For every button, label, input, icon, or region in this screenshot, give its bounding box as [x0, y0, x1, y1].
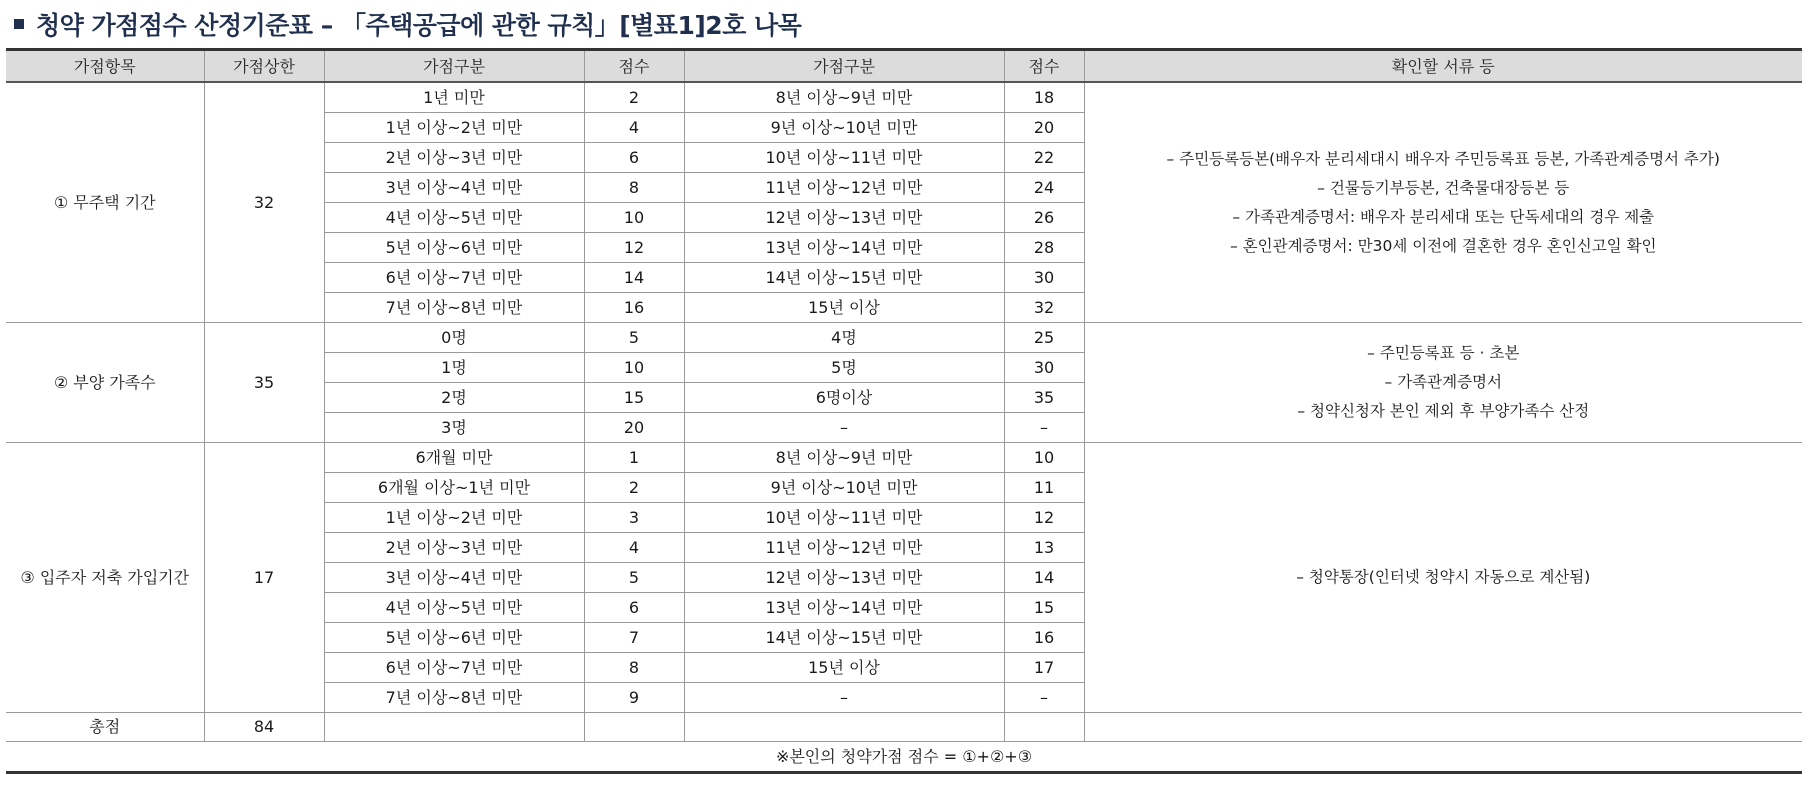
criterion-left: 6개월 미만 [324, 443, 584, 473]
document-item: – 건물등기부등본, 건축물대장등본 등 [1089, 174, 1799, 203]
points-right: 11 [1004, 473, 1084, 503]
empty-cell [1004, 713, 1084, 742]
header-cell: 확인할 서류 등 [1084, 50, 1802, 83]
points-left: 4 [584, 533, 684, 563]
points-right: 30 [1004, 353, 1084, 383]
criterion-left: 2명 [324, 383, 584, 413]
document-item: – 청약신청자 본인 제외 후 부양가족수 산정 [1089, 397, 1799, 426]
empty-cell [584, 713, 684, 742]
total-row [6, 713, 1802, 742]
criterion-left: 2년 이상~3년 미만 [324, 143, 584, 173]
criterion-right: 9년 이상~10년 미만 [684, 113, 1004, 143]
criterion-right: 11년 이상~12년 미만 [684, 533, 1004, 563]
points-right: 12 [1004, 503, 1084, 533]
score-cap: 17 [204, 443, 324, 713]
criterion-left: 6년 이상~7년 미만 [324, 653, 584, 683]
required-documents [1084, 82, 1802, 323]
documents-list [1089, 339, 1799, 426]
document-item: – 가족관계증명서: 배우자 분리세대 또는 단독세대의 경우 제출 [1089, 203, 1799, 232]
criterion-left: 1년 이상~2년 미만 [324, 503, 584, 533]
required-documents [1084, 323, 1802, 443]
criterion-left: 3년 이상~4년 미만 [324, 173, 584, 203]
points-right: 10 [1004, 443, 1084, 473]
criterion-left: 7년 이상~8년 미만 [324, 683, 584, 713]
criterion-left: 3년 이상~4년 미만 [324, 563, 584, 593]
document-item: – 혼인관계증명서: 만30세 이전에 결혼한 경우 혼인신고일 확인 [1089, 232, 1799, 261]
document-item: – 주민등록표 등 · 초본 [1089, 339, 1799, 368]
formula-note: ※본인의 청약가점 점수 = ①+②+③ [6, 742, 1802, 773]
criterion-left: 1년 미만 [324, 82, 584, 113]
document-item: – 청약통장(인터넷 청약시 자동으로 계산됨) [1089, 563, 1799, 592]
criterion-right: 10년 이상~11년 미만 [684, 503, 1004, 533]
documents-list [1089, 145, 1799, 261]
document-item: – 가족관계증명서 [1089, 368, 1799, 397]
points-right: 28 [1004, 233, 1084, 263]
points-left: 7 [584, 623, 684, 653]
criterion-right: 8년 이상~9년 미만 [684, 82, 1004, 113]
points-left: 6 [584, 143, 684, 173]
criterion-right: 5명 [684, 353, 1004, 383]
criterion-left: 1년 이상~2년 미만 [324, 113, 584, 143]
criterion-right: 8년 이상~9년 미만 [684, 443, 1004, 473]
criterion-left: 2년 이상~3년 미만 [324, 533, 584, 563]
points-right: 18 [1004, 82, 1084, 113]
score-table [6, 48, 1802, 774]
points-left: 10 [584, 353, 684, 383]
points-left: 6 [584, 593, 684, 623]
document-title [12, 4, 801, 44]
points-right: 13 [1004, 533, 1084, 563]
points-left: 9 [584, 683, 684, 713]
points-left: 1 [584, 443, 684, 473]
total-label: 총점 [6, 713, 204, 742]
criterion-right: – [684, 683, 1004, 713]
total-value: 84 [204, 713, 324, 742]
points-left: 2 [584, 473, 684, 503]
points-right: 20 [1004, 113, 1084, 143]
document-item: – 주민등록등본(배우자 분리세대시 배우자 주민등록표 등본, 가족관계증명서 추가) [1089, 145, 1799, 174]
header-cell: 가점구분 [684, 50, 1004, 83]
criterion-right: 13년 이상~14년 미만 [684, 593, 1004, 623]
criterion-left: 6년 이상~7년 미만 [324, 263, 584, 293]
table-body [6, 82, 1802, 713]
criterion-left: 6개월 이상~1년 미만 [324, 473, 584, 503]
criterion-left: 1명 [324, 353, 584, 383]
points-right: 32 [1004, 293, 1084, 323]
criterion-right: 11년 이상~12년 미만 [684, 173, 1004, 203]
table-row [6, 82, 1802, 113]
header-cell: 가점항목 [6, 50, 204, 83]
points-right: 14 [1004, 563, 1084, 593]
criterion-right: 15년 이상 [684, 653, 1004, 683]
score-cap: 32 [204, 82, 324, 323]
points-right: – [1004, 683, 1084, 713]
criterion-right: – [684, 413, 1004, 443]
points-left: 10 [584, 203, 684, 233]
points-right: 26 [1004, 203, 1084, 233]
table-row [6, 323, 1802, 353]
required-documents [1084, 443, 1802, 713]
criterion-left: 0명 [324, 323, 584, 353]
criterion-left: 3명 [324, 413, 584, 443]
criterion-left: 5년 이상~6년 미만 [324, 233, 584, 263]
header-cell: 가점구분 [324, 50, 584, 83]
empty-cell [1084, 713, 1802, 742]
points-left: 16 [584, 293, 684, 323]
score-item-label: ② 부양 가족수 [6, 323, 204, 443]
criterion-left: 5년 이상~6년 미만 [324, 623, 584, 653]
points-right: 17 [1004, 653, 1084, 683]
points-left: 20 [584, 413, 684, 443]
criterion-right: 10년 이상~11년 미만 [684, 143, 1004, 173]
empty-cell [684, 713, 1004, 742]
points-right: 30 [1004, 263, 1084, 293]
title-text: 청약 가점점수 산정기준표 – 「주택공급에 관한 규칙」[별표1]2호 나목 [36, 11, 802, 40]
criterion-right: 12년 이상~13년 미만 [684, 563, 1004, 593]
points-right: – [1004, 413, 1084, 443]
criterion-left: 4년 이상~5년 미만 [324, 203, 584, 233]
table-row [6, 443, 1802, 473]
points-left: 15 [584, 383, 684, 413]
criterion-left: 7년 이상~8년 미만 [324, 293, 584, 323]
criterion-right: 15년 이상 [684, 293, 1004, 323]
points-right: 24 [1004, 173, 1084, 203]
points-right: 15 [1004, 593, 1084, 623]
square-bullet-icon [14, 19, 24, 29]
points-right: 16 [1004, 623, 1084, 653]
criterion-right: 14년 이상~15년 미만 [684, 263, 1004, 293]
criterion-right: 9년 이상~10년 미만 [684, 473, 1004, 503]
points-right: 22 [1004, 143, 1084, 173]
points-left: 3 [584, 503, 684, 533]
points-left: 4 [584, 113, 684, 143]
score-item-label: ③ 입주자 저축 가입기간 [6, 443, 204, 713]
criterion-right: 12년 이상~13년 미만 [684, 203, 1004, 233]
header-cell: 가점상한 [204, 50, 324, 83]
criterion-left: 4년 이상~5년 미만 [324, 593, 584, 623]
points-left: 12 [584, 233, 684, 263]
points-left: 8 [584, 173, 684, 203]
points-left: 8 [584, 653, 684, 683]
criterion-right: 6명이상 [684, 383, 1004, 413]
points-left: 2 [584, 82, 684, 113]
criterion-right: 13년 이상~14년 미만 [684, 233, 1004, 263]
criterion-right: 4명 [684, 323, 1004, 353]
points-left: 5 [584, 323, 684, 353]
points-right: 25 [1004, 323, 1084, 353]
points-left: 5 [584, 563, 684, 593]
points-left: 14 [584, 263, 684, 293]
note-row [6, 742, 1802, 773]
criterion-right: 14년 이상~15년 미만 [684, 623, 1004, 653]
empty-cell [324, 713, 584, 742]
score-cap: 35 [204, 323, 324, 443]
header-cell: 점수 [584, 50, 684, 83]
header-cell: 점수 [1004, 50, 1084, 83]
header-row [6, 50, 1802, 83]
documents-list [1089, 563, 1799, 592]
points-right: 35 [1004, 383, 1084, 413]
score-item-label: ① 무주택 기간 [6, 82, 204, 323]
